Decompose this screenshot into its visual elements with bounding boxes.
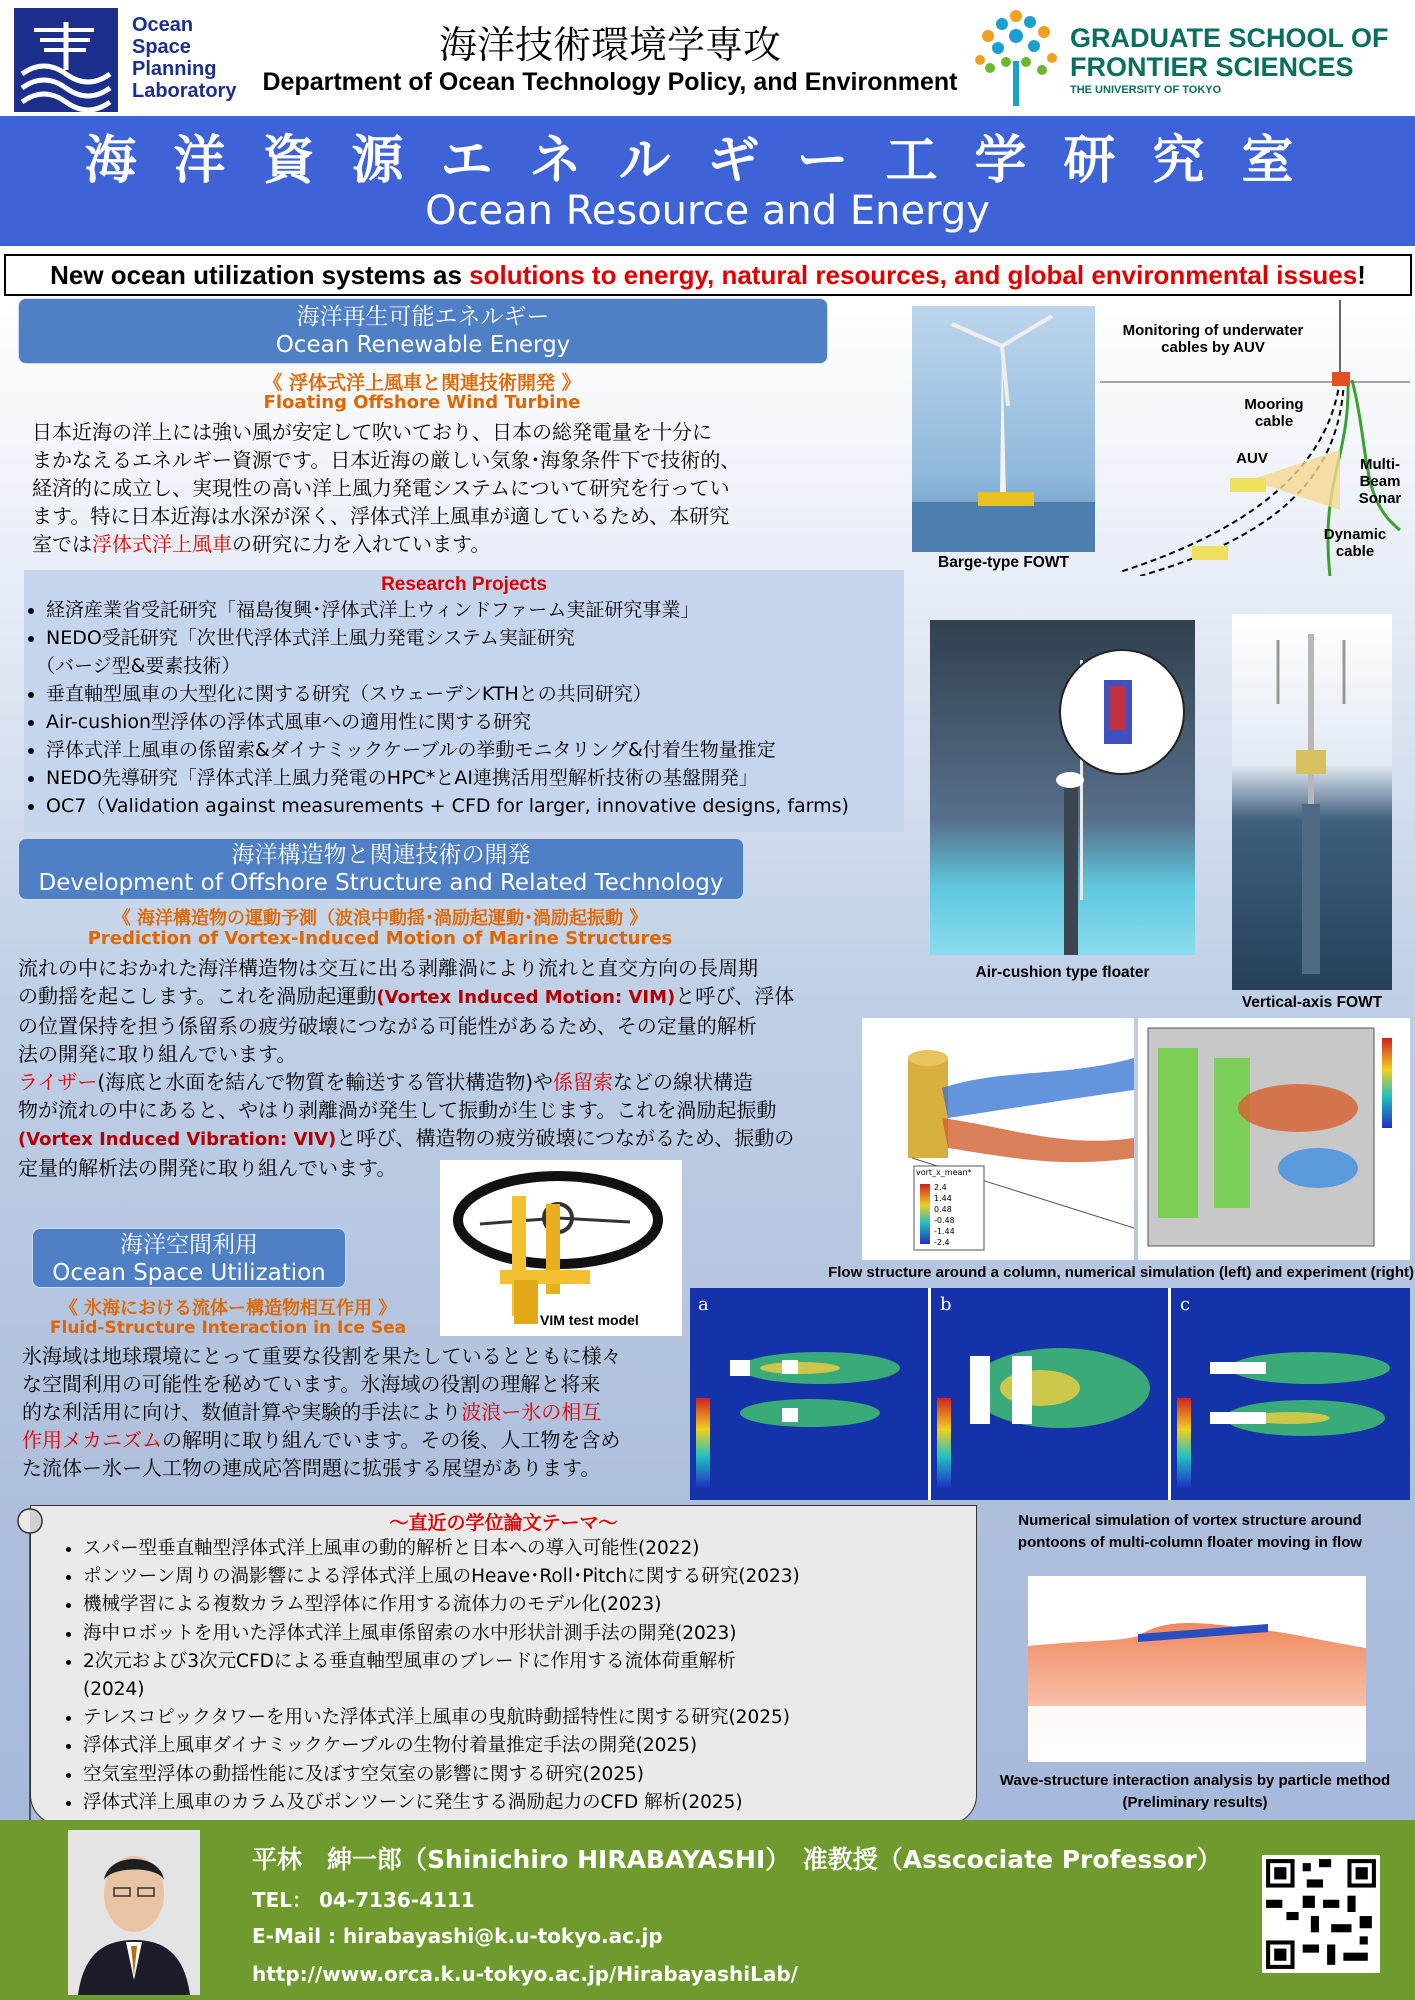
flow-experiment-figure [1138, 1018, 1410, 1260]
school-name-line: GRADUATE SCHOOL OF [1070, 23, 1389, 53]
paragraph-line: た流体ー氷ー人工物の連成応答問題に拡張する展望があります。 [22, 1456, 601, 1480]
lab-name-line: Laboratory [132, 80, 237, 102]
school-name [1070, 24, 1410, 82]
list-item: • 浮体式洋上風車のカラム及びポンツーンに発生する渦励起力のCFD 解析(2025) [83, 1789, 976, 1817]
paragraph-text: の研究に力を入れています。 [232, 532, 491, 556]
subsection-title-en: Fluid-Structure Interaction in Ice Sea [49, 1318, 407, 1338]
paragraph-line: 流れの中におかれた海洋構造物は交互に出る剥離渦により流れと直交方向の長周期 [18, 956, 758, 980]
school-tree-logo-icon [968, 6, 1064, 110]
ocean-space-planning-logo [14, 8, 246, 112]
paragraph-line: まかなえるエネルギー資源です。日本近海の厳しい気象･海象条件下で技術的、 [32, 448, 741, 472]
paragraph-line [22, 1426, 682, 1454]
caption-line: pontoons of multi-column floater moving in flow [1017, 1534, 1363, 1551]
paragraph-line: 法の開発に取り組んでいます。 [18, 1042, 297, 1066]
section-title-en: Development of Offshore Structure and Related Technology [38, 870, 724, 896]
list-item: • 空気室型浮体の動揺性能に及ぼす空気室の影響に関する研究(2025) [83, 1761, 976, 1789]
list-item: • 浮体式洋上風車の係留索&ダイナミックケーブルの挙動モニタリング&付着生物量推定 [46, 736, 904, 764]
caption-line: Wave-structure interaction analysis by particle method [999, 1772, 1391, 1789]
paragraph-line: の位置保持を担う係留系の疲労破壊につながる可能性があるため、その定量的解析 [18, 1014, 757, 1038]
legend-value: -2.4 [934, 1238, 950, 1247]
section-title-jp: 海洋再生可能エネルギー [296, 304, 550, 330]
structure-paragraph [18, 954, 863, 1182]
professor-name: 平林 紳一郎（Shinichiro HIRABAYASHI） 准教授（Asscociate Professor） [252, 1845, 1222, 1874]
vim-test-model-figure [440, 1160, 682, 1336]
caption-line: Numerical simulation of vortex structure around [1018, 1512, 1362, 1529]
vortex-simulation-panels [690, 1288, 1410, 1500]
qr-code-icon[interactable] [1262, 1855, 1380, 1973]
section-title-jp: 海洋空間利用 [120, 1232, 258, 1258]
list-item: • テレスコピックタワーを用いた浮体式洋上風車の曳航時動揺特性に関する研究(2025) [83, 1704, 976, 1732]
section-header-structure [18, 838, 744, 900]
legend-value: 1.44 [934, 1194, 952, 1203]
theses-list [31, 1535, 976, 1817]
wave-caption [980, 1770, 1410, 1814]
list-item-continuation: (2024) [83, 1679, 145, 1701]
caption-line: (Preliminary results) [1122, 1794, 1268, 1811]
sonar-label: Multi-Beam Sonar [1358, 456, 1402, 507]
legend-value: 2.4 [934, 1183, 947, 1192]
paragraph-highlight: 作用メカニズム [22, 1428, 162, 1452]
subsection-title-jp: 《 氷海における流体ー構造物相互作用 》 [59, 1298, 397, 1319]
paragraph-highlight: (Vortex Induced Vibration: VIV) [18, 1129, 337, 1150]
paragraph-line [32, 530, 832, 558]
auv-label: AUV [1236, 450, 1268, 467]
list-item: • 2次元および3次元CFDによる垂直軸型風車のブレードに作用する流体荷重解析 [83, 1648, 976, 1676]
section-title-en: Ocean Renewable Energy [275, 332, 571, 358]
subsection-title-en: Prediction of Vortex-Induced Motion of Marine Structures [87, 928, 673, 949]
lab-title-en: Ocean Resource and Energy [425, 188, 990, 234]
professor-photo-avatar [68, 1830, 200, 1995]
paragraph-line [18, 1068, 863, 1096]
recent-theses-scroll [30, 1505, 977, 1825]
list-item: • スパー型垂直軸型浮体式洋上風車の動的解析と日本への導入可能性(2022) [83, 1535, 976, 1563]
paragraph-text: と呼び、浮体 [675, 984, 795, 1008]
list-item: • NEDO受託研究「次世代浮体式洋上風力発電システム実証研究 [46, 624, 904, 652]
vim-caption: VIM test model [540, 1312, 639, 1328]
paragraph-line: 氷海域は地球環境にとって重要な役割を果たしているとともに様々 [22, 1344, 622, 1368]
flow-simulation-figure [862, 1018, 1134, 1260]
tagline-text: New ocean utilization systems as [50, 260, 470, 290]
tagline [4, 254, 1412, 296]
air-cushion-floater-photo [930, 620, 1195, 955]
auv-monitoring-caption: Monitoring of underwater cables by AUV [1122, 322, 1304, 356]
panel-c-label: c [1180, 1294, 1191, 1315]
lab-title-jp: 海洋資源エネルギー工学研究室 [84, 131, 1331, 191]
paragraph-text: (海底と水面を結んで物質を輸送する管状構造物)や [97, 1070, 554, 1094]
paragraph-line: 日本近海の洋上には強い風が安定して吹いており、日本の総発電量を十分に [32, 420, 712, 444]
legend-title: vort_x_mean* [916, 1168, 972, 1177]
legend-values [934, 1182, 955, 1248]
paragraph-line [18, 1124, 863, 1154]
header [0, 0, 1415, 116]
list-item: • OC7（Validation against measurements + CFD for larger, innovative designs, farms) [46, 792, 904, 820]
phone-number: TEL： 04-7136-4111 [252, 1888, 475, 1912]
section-title-en: Ocean Space Utilization [52, 1260, 326, 1286]
vertical-axis-caption: Vertical-axis FOWT [1241, 994, 1383, 1011]
university-name: THE UNIVERSITY OF TOKYO [1070, 84, 1222, 96]
lab-name-line: Space [132, 36, 191, 58]
scroll-roll-icon [10, 1505, 48, 1823]
paragraph-line: 物が流れの中にあると、やはり剥離渦が発生して振動が生じます。これを渦励起振動 [18, 1098, 777, 1122]
paragraph-line [22, 1398, 682, 1426]
list-item: • 浮体式洋上風車ダイナミックケーブルの生物付着量推定手法の開発(2025) [83, 1732, 976, 1760]
subsection-title-jp: 《 海洋構造物の運動予測（波浪中動揺･渦励起運動･渦励起振動 》 [112, 908, 648, 929]
paragraph-highlight: ライザー [18, 1070, 98, 1094]
lab-website-link[interactable]: http://www.orca.k.u-tokyo.ac.jp/HirabayashiLab/ [252, 1962, 798, 1986]
wave-structure-figure [1028, 1576, 1366, 1762]
paragraph-text: の動揺を起こします。これを渦励起運動 [18, 984, 377, 1008]
paragraph-line [18, 982, 863, 1012]
legend-value: -1.44 [934, 1227, 955, 1236]
barge-caption: Barge-type FOWT [938, 554, 1069, 571]
panel-b-label: b [940, 1294, 952, 1315]
vortex-caption [980, 1510, 1400, 1554]
lab-name [132, 14, 252, 102]
paragraph-line: 定量的解析法の開発に取り組んでいます。 [18, 1156, 397, 1180]
tagline-highlight: solutions to energy, natural resources, and global environmental issues [469, 260, 1358, 290]
research-projects-title: Research Projects [381, 574, 547, 595]
paragraph-text: 室では [32, 532, 92, 556]
tagline-text: ! [1357, 260, 1366, 290]
paragraph-text: と呼び、構造物の疲労破壊につながるため、振動の [336, 1126, 795, 1150]
list-item: • Air-cushion型浮体の浮体式風車への適用性に関する研究 [46, 708, 904, 736]
legend-value: -0.48 [934, 1216, 955, 1225]
dynamic-cable-label: Dynamic cable [1323, 526, 1387, 560]
department-title-jp: 海洋技術環境学専攻 [438, 23, 781, 67]
paragraph-highlight: 波浪ー氷の相互 [461, 1400, 602, 1424]
paragraph-line: ます。特に日本近海は水深が深く、浮体式洋上風車が適しているため、本研究 [32, 504, 730, 528]
research-projects-list [24, 596, 904, 820]
department-title-en: Department of Ocean Technology Policy, and Environment [262, 68, 958, 96]
flow-caption: Flow structure around a column, numerical simulation (left) and experiment (right) [828, 1264, 1414, 1281]
paragraph-text: 的な利活用に向け、数値計算や実験的手法により [22, 1400, 462, 1424]
subsection-title-jp: 《 浮体式洋上風車と関連技術開発 》 [263, 372, 581, 394]
section-header-space [32, 1228, 346, 1288]
list-item: • 機械学習による複数カラム型浮体に作用する流体力のモデル化(2023) [83, 1591, 976, 1619]
email-address: E-Mail : hirabayashi@k.u-tokyo.ac.jp [252, 1924, 663, 1948]
legend-value: 0.48 [934, 1205, 952, 1214]
section-title-jp: 海洋構造物と関連技術の開発 [231, 842, 531, 868]
barge-fowt-photo [912, 306, 1095, 552]
lab-logo-icon [14, 8, 118, 112]
paragraph-line: な空間利用の可能性を秘めています。氷海域の役割の理解と将来 [22, 1372, 601, 1396]
list-item: • 経済産業省受託研究「福島復興･浮体式洋上ウィンドファーム実証研究事業」 [46, 596, 904, 624]
section-header-renewable [18, 298, 828, 364]
paragraph-line: 経済的に成立し、実現性の高い洋上風力発電システムについて研究を行ってい [32, 476, 730, 500]
paragraph-text: などの線状構造 [613, 1070, 754, 1094]
paragraph-text: の解明に取り組んでいます。その後、人工物を含め [162, 1428, 621, 1452]
panel-a-label: a [698, 1294, 709, 1315]
lab-name-line: Planning [132, 58, 217, 80]
research-projects-box [24, 570, 904, 832]
paragraph-highlight: 浮体式洋上風車 [92, 532, 232, 556]
subsection-title-en: Floating Offshore Wind Turbine [263, 392, 581, 413]
air-cushion-caption: Air-cushion type floater [975, 964, 1150, 981]
space-paragraph [22, 1342, 682, 1482]
paragraph-highlight: 係留索 [553, 1070, 614, 1094]
auv-monitoring-diagram [1100, 300, 1410, 576]
mooring-cable-label: Mooring cable [1244, 396, 1304, 430]
list-item: • 垂直軸型風車の大型化に関する研究（スウェーデンKTHとの共同研究） [46, 680, 904, 708]
list-item: • ポンツーン周りの渦影響による浮体式洋上風のHeave･Roll･Pitchに関する研究(2023) [83, 1563, 976, 1591]
list-item-continuation: （バージ型&要素技術） [36, 655, 241, 677]
paragraph-highlight: (Vortex Induced Motion: VIM) [376, 987, 676, 1008]
renewable-paragraph [32, 418, 832, 558]
school-name-line: FRONTIER SCIENCES [1070, 52, 1354, 82]
list-item: • NEDO先導研究「浮体式洋上風力発電のHPC*とAI連携活用型解析技術の基盤開発」 [46, 764, 904, 792]
vertical-axis-fowt-figure [1232, 614, 1392, 990]
theses-title: ～直近の学位論文テーマ～ [389, 1512, 618, 1534]
lab-name-line: Ocean [132, 14, 194, 36]
list-item: • 海中ロボットを用いた浮体式洋上風車係留索の水中形状計測手法の開発(2023) [83, 1620, 976, 1648]
